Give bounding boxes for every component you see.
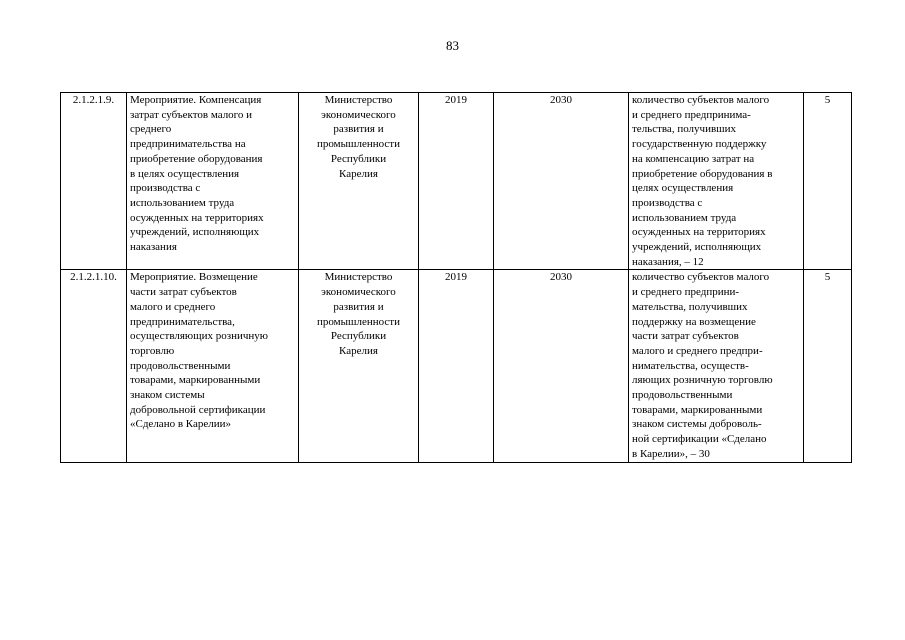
event-cell xyxy=(127,270,299,462)
indicator-text-line: осужденных на территориях xyxy=(632,226,766,239)
executor-text-line: развития и xyxy=(333,123,384,136)
executor-cell xyxy=(299,270,419,462)
event-text-line: осуществляющих розничную xyxy=(130,330,269,343)
event-text-line: Мероприятие. Возмещение xyxy=(130,271,258,284)
indicator-text-line: малого и среднего предпри- xyxy=(632,344,763,357)
indicator-text-line: поддержку на возмещение xyxy=(632,315,756,328)
event-text-line: Мероприятие. Компенсация xyxy=(130,94,262,106)
event-text-line: «Сделано в Карелии» xyxy=(130,418,231,431)
indicator-text-line: ной сертификации «Сделано xyxy=(632,433,767,446)
end-year-cell: 2030 xyxy=(494,93,629,270)
executor-text-line: экономического xyxy=(321,108,396,121)
event-text-line: добровольной сертификации xyxy=(130,403,266,416)
indicator-text-line: наказания, – 12 xyxy=(632,255,704,268)
indicator-text-line: государственную поддержку xyxy=(632,138,767,151)
indicator-text-line: количество субъектов малого xyxy=(632,94,770,106)
indicator-text-line: учреждений, исполняющих xyxy=(632,241,762,254)
value-cell: 5 xyxy=(804,270,852,462)
indicator-text-line: товарами, маркированными xyxy=(632,403,763,416)
event-text-line: предпринимательства, xyxy=(130,315,235,328)
executor-text-line: экономического xyxy=(321,286,396,299)
indicator-text-line: и среднего предприни- xyxy=(632,286,740,299)
event-text-line: продовольственными xyxy=(130,359,231,372)
start-year-cell: 2019 xyxy=(419,93,494,270)
row-number-cell: 2.1.2.1.10. xyxy=(61,270,127,462)
indicator-text-line: приобретение оборудования в xyxy=(632,167,773,180)
event-text-line: знаком системы xyxy=(130,389,205,402)
executor-text-line: развития и xyxy=(333,300,384,313)
indicator-text-line: нимательства, осуществ- xyxy=(632,359,749,372)
event-cell xyxy=(127,93,299,270)
event-text-line: в целях осуществления xyxy=(130,167,240,180)
indicator-text-line: ляющих розничную торговлю xyxy=(632,374,773,387)
event-text-line: использованием труда xyxy=(130,196,235,209)
indicator-text-line: тельства, получивших xyxy=(632,123,737,136)
executor-text-line: Министерство xyxy=(324,271,393,284)
page-number: 83 xyxy=(446,38,459,53)
indicator-text-line: целях осуществления xyxy=(632,182,734,195)
indicator-text-line: производства с xyxy=(632,196,703,209)
event-text-line: среднего xyxy=(130,123,172,136)
event-text-line: части затрат субъектов xyxy=(130,286,237,299)
start-year-cell: 2019 xyxy=(419,270,494,462)
indicator-text-line: и среднего предпринима- xyxy=(632,108,751,121)
executor-cell xyxy=(299,93,419,270)
event-text-line: товарами, маркированными xyxy=(130,374,261,387)
indicator-text-line: части затрат субъектов xyxy=(632,330,739,343)
event-text-line: затрат субъектов малого и xyxy=(130,108,253,121)
indicator-text-line: знаком системы доброволь- xyxy=(632,418,762,431)
indicator-text-line: мательства, получивших xyxy=(632,300,748,313)
event-text-line: малого и среднего xyxy=(130,300,216,313)
indicator-text-line: количество субъектов малого xyxy=(632,271,770,284)
executor-text-line: Республики xyxy=(330,330,387,343)
table-row xyxy=(61,93,852,270)
event-text-line: производства с xyxy=(130,182,201,195)
event-text-line: торговлю xyxy=(130,344,175,357)
event-text-line: осужденных на территориях xyxy=(130,211,264,224)
row-number-cell: 2.1.2.1.9. xyxy=(61,93,127,270)
executor-text-line: Карелия xyxy=(339,167,378,180)
indicator-cell xyxy=(629,270,804,462)
executor-text-line: Министерство xyxy=(324,94,393,106)
table-row xyxy=(61,270,852,462)
executor-text-line: промышленности xyxy=(317,138,400,151)
value-cell: 5 xyxy=(804,93,852,270)
executor-text-line: промышленности xyxy=(317,315,400,328)
end-year-cell: 2030 xyxy=(494,270,629,462)
event-text-line: предпринимательства на xyxy=(130,138,246,151)
indicator-text-line: на компенсацию затрат на xyxy=(632,152,755,165)
indicator-text-line: использованием труда xyxy=(632,211,737,224)
program-table xyxy=(60,92,852,463)
indicator-cell xyxy=(629,93,804,270)
event-text-line: учреждений, исполняющих xyxy=(130,226,260,239)
executor-text-line: Карелия xyxy=(339,344,378,357)
event-text-line: наказания xyxy=(130,241,177,254)
indicator-text-line: в Карелии», – 30 xyxy=(632,447,710,460)
executor-text-line: Республики xyxy=(330,152,387,165)
indicator-text-line: продовольственными xyxy=(632,389,733,402)
event-text-line: приобретение оборудования xyxy=(130,152,263,165)
